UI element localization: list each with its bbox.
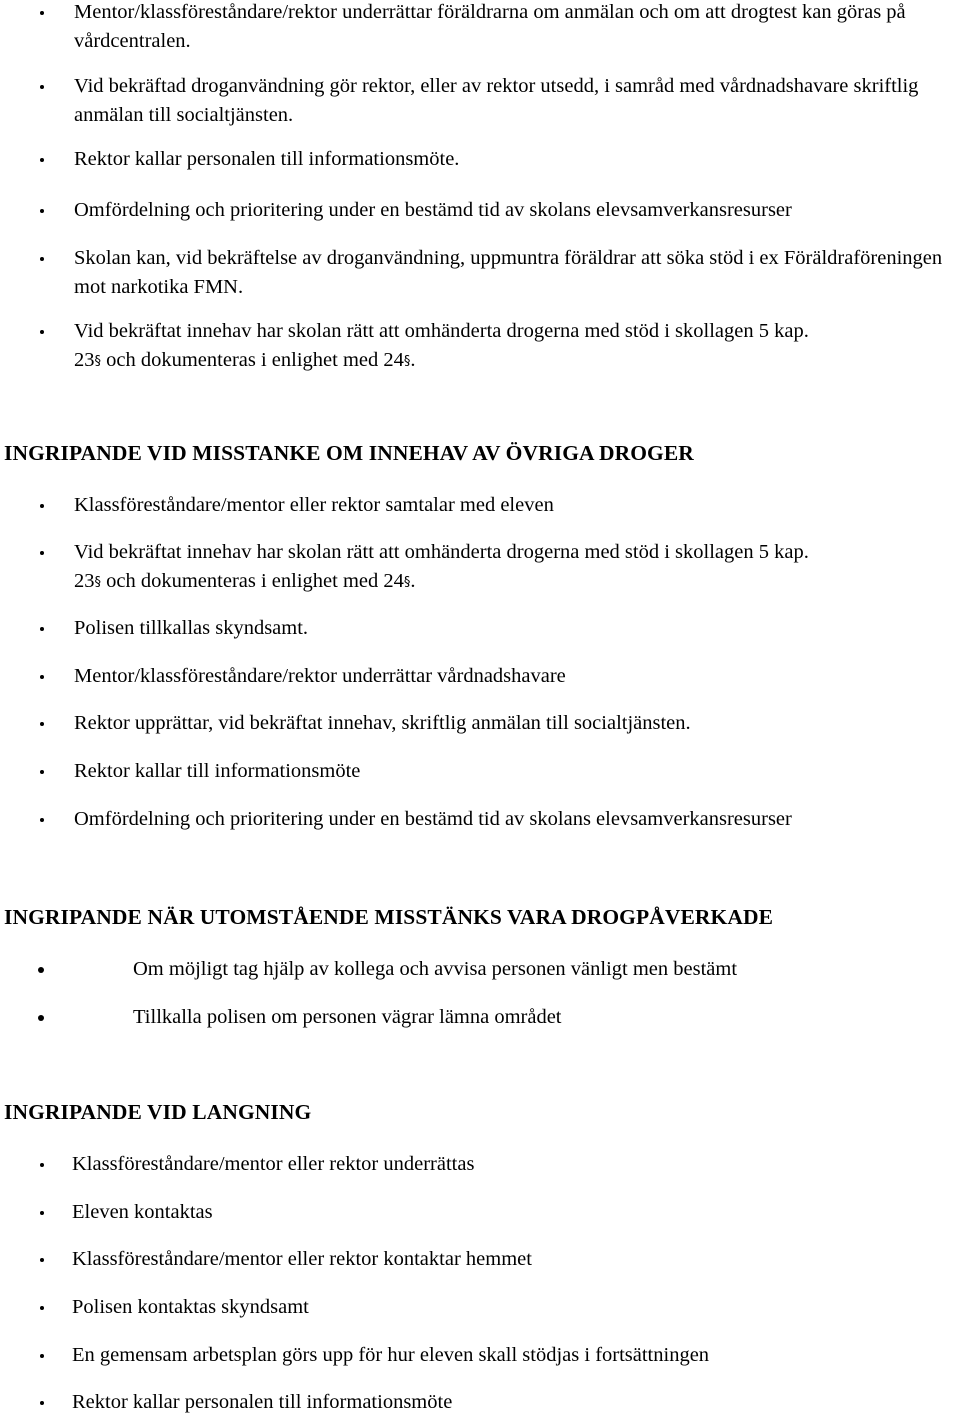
law-line-2-mid: och dokumenteras i enlighet med 24 (101, 349, 404, 371)
section-heading: INGRIPANDE NÄR UTOMSTÅENDE MISSTÄNKS VARA DROGPÅVERKADE (4, 905, 774, 929)
section-heading: INGRIPANDE VID MISSTANKE OM INNEHAV AV ÖVRIGA DROGER (4, 441, 694, 465)
list-item: Rektor upprättar, vid bekräftat innehav, skriftlig anmälan till socialtjänsten. (74, 709, 954, 738)
list-item: Rektor kallar personalen till informationsmöte (72, 1388, 952, 1417)
list-item: Mentor/klassföreståndare/rektor underrättar föräldrarna om anmälan och om att drogtest kan göras på vårdcentralen. (74, 0, 954, 56)
law-line-1: Vid bekräftat innehav har skolan rätt att omhänderta drogerna med stöd i skollagen 5 kap. (74, 320, 809, 342)
list-item: Mentor/klassföreståndare/rektor underrättar vårdnadshavare (74, 662, 954, 691)
list-item: Om möjligt tag hjälp av kollega och avvisa personen vänligt men bestämt (133, 955, 960, 984)
section-sign-icon: § (94, 354, 101, 369)
list-item (74, 538, 954, 597)
list-item: Polisen kontaktas skyndsamt (72, 1293, 952, 1322)
section-sign-icon: § (403, 354, 411, 369)
law-line-2-end: . (410, 570, 416, 592)
list-item (74, 317, 954, 376)
list-item: Skolan kan, vid bekräftelse av droganvändning, uppmuntra föräldrar att söka stöd i ex Föräldraföreningen mot narkotika FMN. (74, 244, 954, 302)
law-line-1: Vid bekräftat innehav har skolan rätt att omhänderta drogerna med stöd i skollagen 5 kap. (74, 541, 809, 563)
list-item: Klassföreståndare/mentor eller rektor underrättas (72, 1150, 952, 1179)
list-item: En gemensam arbetsplan görs upp för hur eleven skall stödjas i fortsättningen (72, 1341, 952, 1370)
law-line-2-end: . (410, 349, 416, 371)
list-item: Klassföreståndare/mentor eller rektor kontaktar hemmet (72, 1245, 952, 1274)
list-item: Klassföreståndare/mentor eller rektor samtalar med eleven (74, 491, 954, 520)
section-heading: INGRIPANDE VID LANGNING (4, 1100, 312, 1124)
list-item: Rektor kallar till informationsmöte (74, 757, 954, 786)
section-sign-icon: § (403, 575, 411, 590)
list-item: Rektor kallar personalen till informationsmöte. (74, 145, 954, 174)
list-item: Tillkalla polisen om personen vägrar lämna området (133, 1003, 960, 1032)
list-item: Omfördelning och prioritering under en bestämd tid av skolans elevsamverkansresurser (74, 805, 954, 834)
list-item: Polisen tillkallas skyndsamt. (74, 614, 954, 643)
law-line-2-start: 23 (74, 349, 95, 371)
list-item: Vid bekräftad droganvändning gör rektor, eller av rektor utsedd, i samråd med vårdnadshavare skriftlig anmälan till socialtjänsten. (74, 72, 954, 130)
law-line-2-mid: och dokumenteras i enlighet med 24 (101, 570, 404, 592)
list-item: Eleven kontaktas (72, 1198, 952, 1227)
law-line-2-start: 23 (74, 570, 95, 592)
section-sign-icon: § (94, 575, 101, 590)
list-item: Omfördelning och prioritering under en bestämd tid av skolans elevsamverkansresurser (74, 196, 954, 225)
